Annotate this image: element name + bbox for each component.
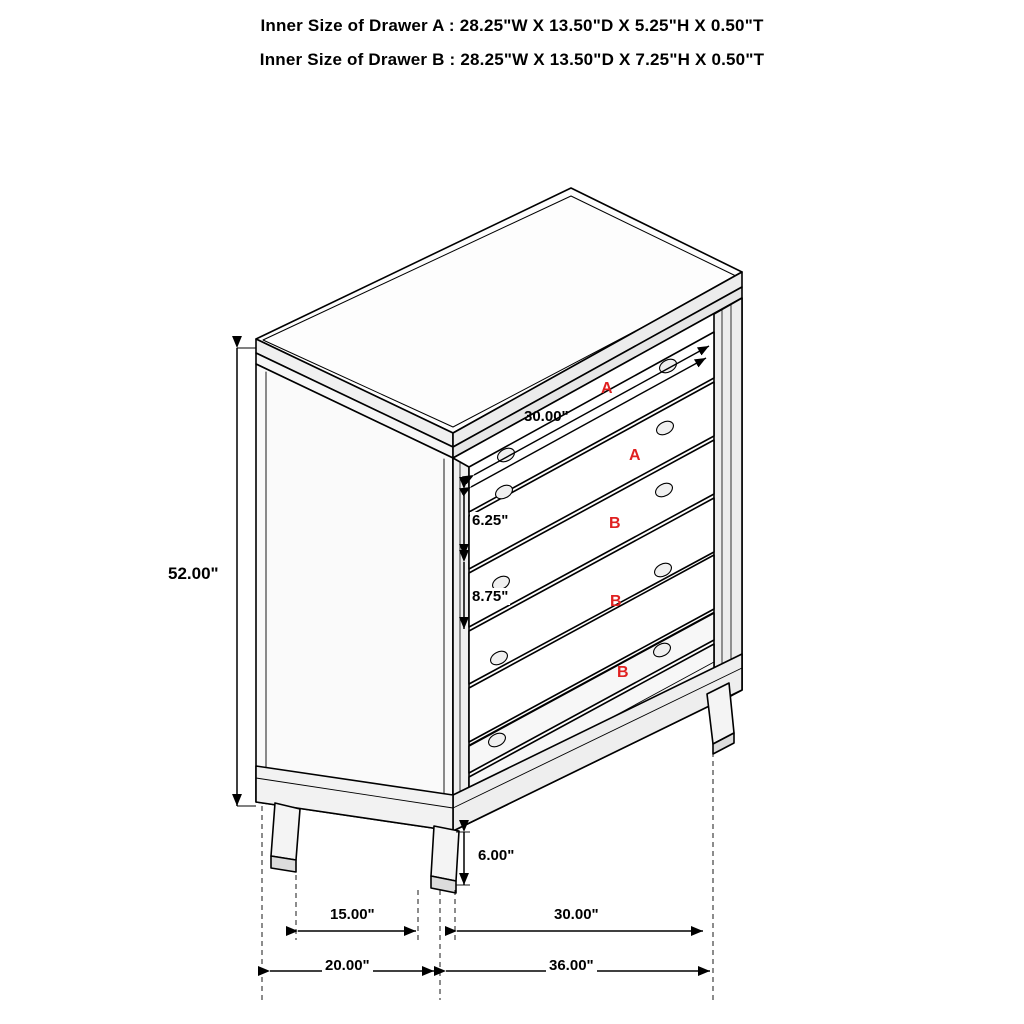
drawer-label-a2: A [629, 447, 641, 464]
header-line-drawer-b: Inner Size of Drawer B : 28.25"W X 13.50"D X 7.25"H X 0.50"T [259, 50, 765, 69]
dim-label-drawer-height-b: 8.75" [472, 588, 509, 605]
dim-label-total-height: 52.00" [168, 564, 219, 583]
drawer-label-a1: A [601, 380, 613, 397]
header-line-drawer-a: Inner Size of Drawer A : 28.25"W X 13.50"D X 5.25"H X 0.50"T [260, 16, 764, 35]
dim-label-width-outer: 36.00" [546, 957, 597, 974]
drawer-label-b2: B [610, 593, 622, 610]
drawer-label-b3: B [617, 664, 629, 681]
dim-label-drawer-width-top: 30.00" [524, 408, 569, 425]
dim-label-depth-side: 15.00" [327, 906, 378, 923]
dim-label-drawer-height-a: 6.25" [472, 512, 509, 529]
dim-label-depth-outer: 20.00" [322, 957, 373, 974]
drawer-label-b1: B [609, 515, 621, 532]
dim-label-width-front: 30.00" [551, 906, 602, 923]
dim-label-leg-height: 6.00" [478, 847, 515, 864]
